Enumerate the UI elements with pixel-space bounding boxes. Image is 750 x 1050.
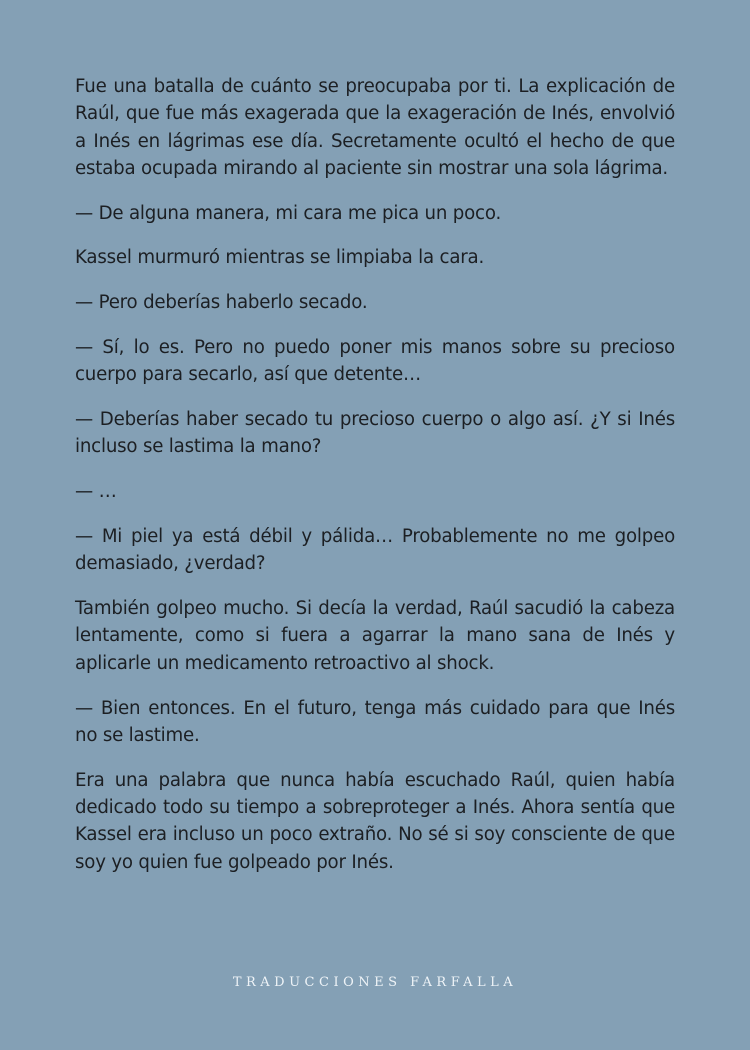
paragraph: Fue una batalla de cuánto se preocupaba por ti. La explicación de Raúl, que fue más exagerada que la exageración de Inés, envolvió a Inés en lágrimas ese día. Secretamente ocultó el hecho de que estaba ocupada mirando al paciente sin mostrar una sola lágrima. [75,76,675,179]
body-text [75,73,675,876]
paragraph: — … [75,481,117,503]
paragraph: — Bien entonces. En el futuro, tenga más cuidado para que Inés no se lastime. [75,697,675,746]
footer-credit: TRADUCCIONES FARFALLA [232,975,518,990]
paragraph: Era una palabra que nunca había escuchado Raúl, quien había dedicado todo su tiempo a sobreproteger a Inés. Ahora sentía que Kassel era incluso un poco extraño. No sé si soy consciente de que soy yo quien fue golpeado por Inés. [75,769,675,873]
paragraph: — De alguna manera, mi cara me pica un poco. [75,202,502,224]
paragraph: — Deberías haber secado tu precioso cuerpo o algo así. ¿Y si Inés incluso se lastima la mano? [75,409,675,458]
paragraph: También golpeo mucho. Si decía la verdad, Raúl sacudió la cabeza lentamente, como si fuera a agarrar la mano sana de Inés y aplicarle un medicamento retroactivo al shock. [75,598,675,674]
paragraph: Kassel murmuró mientras se limpiaba la cara. [75,247,485,269]
paragraph: — Pero deberías haberlo secado. [75,292,368,314]
paragraph: — Mi piel ya está débil y pálida… Probablemente no me golpeo demasiado, ¿verdad? [75,526,675,575]
paragraph: — Sí, lo es. Pero no puedo poner mis manos sobre su precioso cuerpo para secarlo, así que detente… [75,337,675,386]
